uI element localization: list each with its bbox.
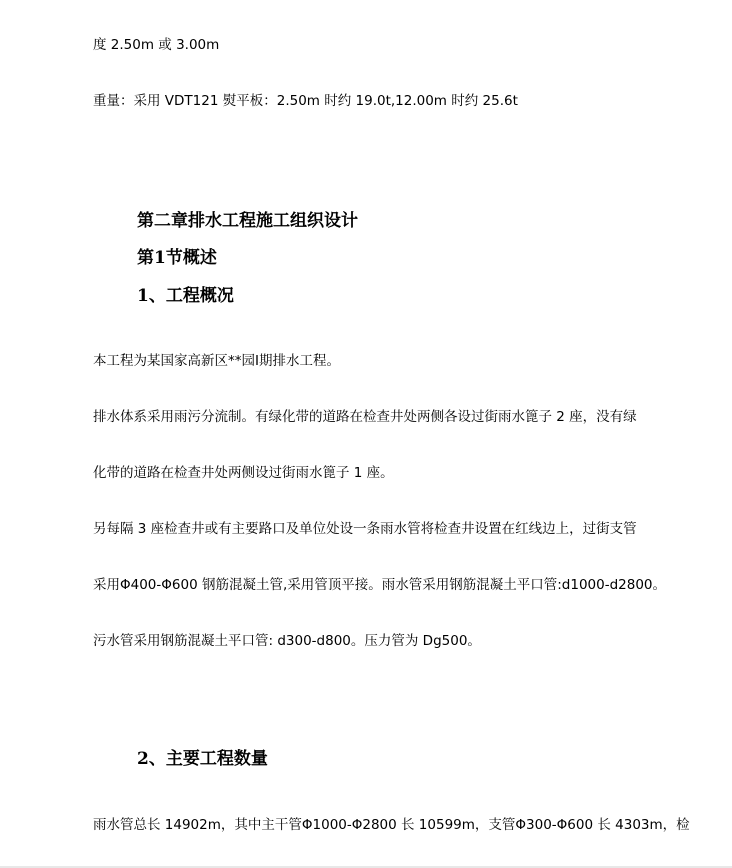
paragraph-line: 雨水管总长 14902m，其中主干管Φ1000-Φ2800 长 10599m，支管Φ300-Φ600 长 4303m，检	[93, 817, 690, 833]
subsection-title: 1、工程概况	[137, 286, 234, 306]
text-line: 重量：采用 VDT121 熨平板：2.50m 时约 19.0t,12.00m 时约 25.6t	[93, 93, 518, 109]
subsection-title: 2、主要工程数量	[137, 749, 268, 769]
paragraph-line: 本工程为某国家高新区**园Ⅰ期排水工程。	[93, 353, 340, 369]
section-title: 第1节概述	[137, 248, 217, 268]
chapter-title: 第二章排水工程施工组织设计	[137, 211, 358, 231]
paragraph-line: 另每隔 3 座检查井或有主要路口及单位处设一条雨水管将检查井设置在红线边上，过街支管	[93, 521, 637, 537]
paragraph-line: 污水管采用钢筋混凝土平口管: d300-d800。压力管为 Dg500。	[93, 633, 481, 649]
paragraph-line: 化带的道路在检查井处两侧设过街雨水篦子 1 座。	[93, 465, 394, 481]
paragraph-line: 排水体系采用雨污分流制。有绿化带的道路在检查井处两侧各设过街雨水篦子 2 座，没有绿	[93, 409, 637, 425]
paragraph-line: 采用Φ400-Φ600 钢筋混凝土管,采用管顶平接。雨水管采用钢筋混凝土平口管:d1000-d2800。	[93, 577, 667, 593]
text-line: 度 2.50m 或 3.00m	[93, 37, 220, 53]
